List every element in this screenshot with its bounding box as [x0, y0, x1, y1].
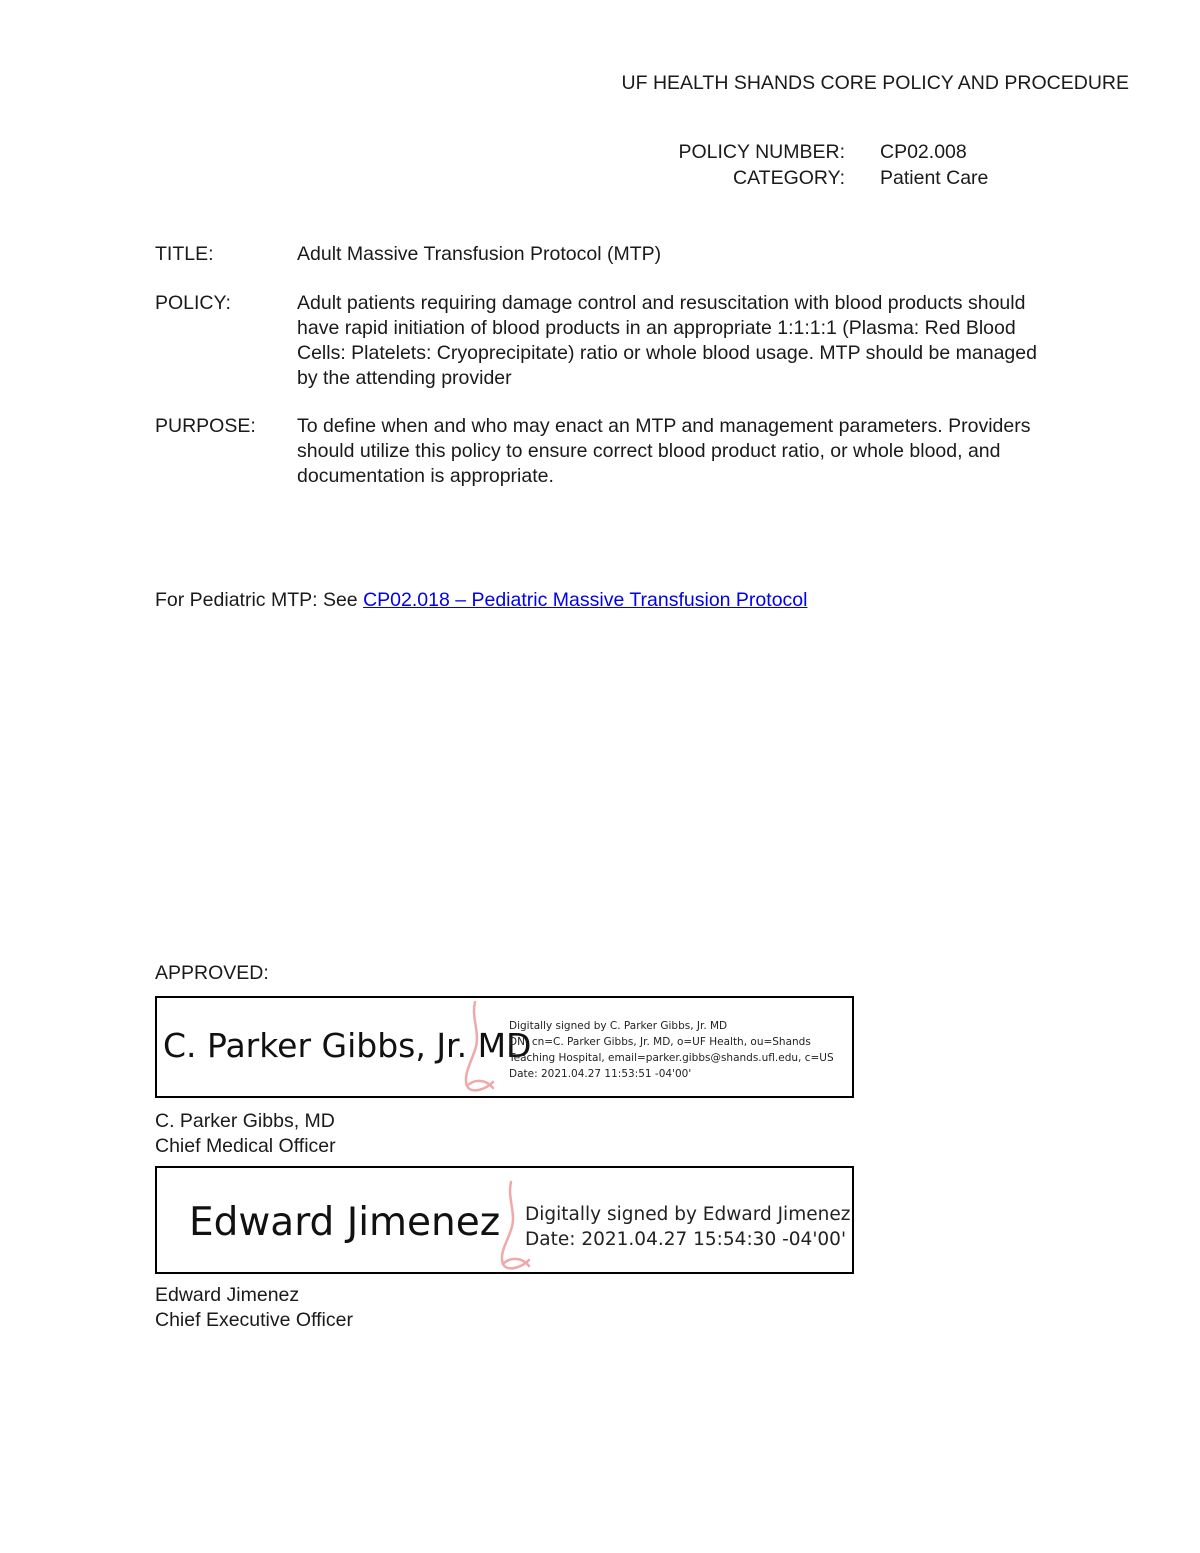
- digital-signature-box-ceo[interactable]: [155, 1166, 854, 1274]
- policy-paragraph: [297, 291, 1137, 391]
- signer-role-cmo: Chief Medical Officer: [155, 1135, 336, 1157]
- signature-details: [509, 1018, 834, 1082]
- signer-name-cmo: C. Parker Gibbs, MD: [155, 1110, 335, 1132]
- policy-line: by the attending provider: [297, 367, 512, 389]
- signature-detail-line: Date: 2021.04.27 15:54:30 -04'00': [525, 1229, 847, 1250]
- purpose-paragraph: [297, 414, 1137, 489]
- title-label: TITLE:: [155, 243, 214, 265]
- signature-detail-line: Digitally signed by Edward Jimenez: [525, 1204, 851, 1225]
- category-label: CATEGORY:: [733, 167, 845, 189]
- policy-line: have rapid initiation of blood products in an appropriate 1:1:1:1 (Plasma: Red Blood: [297, 317, 1016, 339]
- policy-line: Cells: Platelets: Cryoprecipitate) ratio or whole blood usage. MTP should be managed: [297, 342, 1037, 364]
- digital-signature-box-cmo[interactable]: [155, 996, 854, 1098]
- signature-name: C. Parker Gibbs, Jr. MD: [163, 1026, 532, 1065]
- purpose-line: should utilize this policy to ensure correct blood product ratio, or whole blood, and: [297, 440, 1001, 462]
- policy-number-value: CP02.008: [880, 141, 967, 163]
- category-value: Patient Care: [880, 167, 989, 189]
- signature-detail-line: Teaching Hospital, email=parker.gibbs@shands.ufl.edu, c=US: [509, 1052, 834, 1064]
- signer-name-ceo: Edward Jimenez: [155, 1284, 300, 1306]
- pediatric-policy-link[interactable]: CP02.018 – Pediatric Massive Transfusion Protocol: [363, 589, 808, 611]
- signature-detail-line: DN: cn=C. Parker Gibbs, Jr. MD, o=UF Health, ou=Shands: [509, 1036, 811, 1048]
- title-value: [297, 242, 1137, 267]
- signature-detail-line: Digitally signed by C. Parker Gibbs, Jr. MD: [509, 1020, 728, 1032]
- signature-detail-line: Date: 2021.04.27 11:53:51 -04'00': [509, 1068, 692, 1080]
- purpose-line: documentation is appropriate.: [297, 465, 554, 487]
- purpose-label: PURPOSE:: [155, 415, 256, 437]
- policy-line: Adult patients requiring damage control and resuscitation with blood products should: [297, 292, 1026, 314]
- signature-details: [525, 1202, 850, 1252]
- signer-role-ceo: Chief Executive Officer: [155, 1309, 353, 1331]
- pediatric-reference: [155, 588, 807, 613]
- purpose-line: To define when and who may enact an MTP and management parameters. Providers: [297, 415, 1031, 437]
- signature-name: Edward Jimenez: [189, 1200, 501, 1245]
- title-text: Adult Massive Transfusion Protocol (MTP): [297, 243, 662, 265]
- pediatric-prefix: For Pediatric MTP: See: [155, 589, 364, 611]
- document-header: UF HEALTH SHANDS CORE POLICY AND PROCEDURE: [621, 72, 1129, 94]
- policy-label: POLICY:: [155, 292, 231, 314]
- approved-label: APPROVED:: [155, 962, 269, 984]
- policy-number-label: POLICY NUMBER:: [678, 141, 845, 163]
